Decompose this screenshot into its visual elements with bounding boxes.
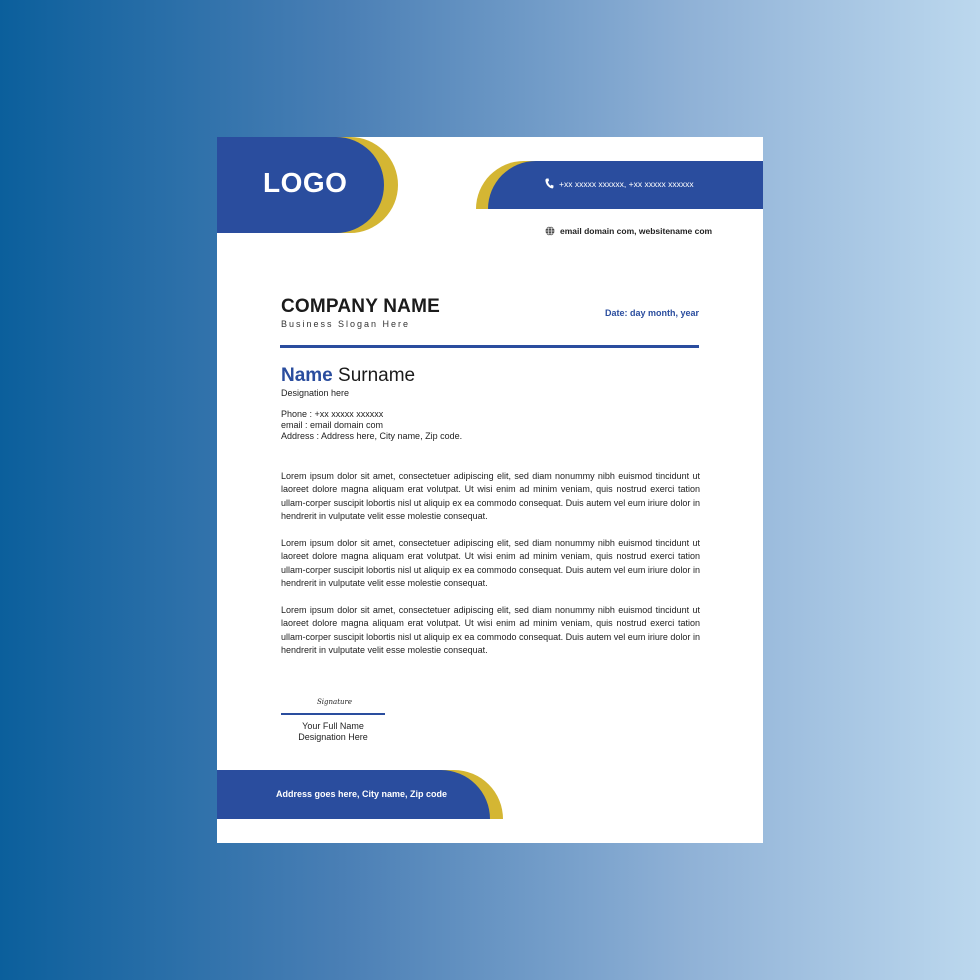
recipient-phone: Phone : +xx xxxxx xxxxxx [281,409,384,419]
recipient-surname: Surname [332,365,416,386]
signer-designation: Designation Here [298,732,368,742]
recipient-email: email : email domain com [281,420,384,430]
signature-block [281,721,385,743]
recipient-first-name: Name [281,365,333,386]
letter-date: Date: day month, year [604,308,699,318]
phone-numbers: +xx xxxxx xxxxxx, +xx xxxxx xxxxxx [559,178,694,189]
signer-name: Your Full Name [302,721,364,731]
recipient-contacts [281,409,462,442]
company-name: COMPANY NAME [281,296,440,317]
signature: Signature [317,698,353,706]
header-divider [280,345,699,348]
web-addresses: email domain com, websitename com [560,226,713,236]
body-paragraph: Lorem ipsum dolor sit amet, consectetuer adipiscing elit, sed diam nonummy nibh euismod tincidunt ut laoreet dolore magna aliquam erat volutpat. Ut wisi enim ad minim veniam, quis nostrud exerci tation ullam-corper suscipit lobortis nisl ut aliquip ex ea commodo consequat. Duis autem vel eum iriure dolor in hendrerit in vulputate velit esse molestie consequat. [281,471,700,521]
body-paragraph: Lorem ipsum dolor sit amet, consectetuer adipiscing elit, sed diam nonummy nibh euismod tincidunt ut laoreet dolore magna aliquam erat volutpat. Ut wisi enim ad minim veniam, quis nostrud exerci tation ullam-corper suscipit lobortis nisl ut aliquip ex ea commodo consequat. Duis autem vel eum iriure dolor in hendrerit in vulputate velit esse molestie consequat. [281,605,700,655]
business-slogan: Business Slogan Here [281,319,411,329]
body-paragraph: Lorem ipsum dolor sit amet, consectetuer adipiscing elit, sed diam nonummy nibh euismod tincidunt ut laoreet dolore magna aliquam erat volutpat. Ut wisi enim ad minim veniam, quis nostrud exerci tation ullam-corper suscipit lobortis nisl ut aliquip ex ea commodo consequat. Duis autem vel eum iriure dolor in hendrerit in vulputate velit esse molestie consequat. [281,538,700,588]
logo-text: LOGO [263,167,348,198]
phone-line [545,178,694,189]
recipient-designation: Designation here [281,388,350,398]
recipient-address: Address : Address here, City name, Zip code. [281,431,463,441]
phone-icon [545,178,554,189]
signature-line [281,713,385,715]
recipient-name [281,365,415,387]
globe-icon [545,226,555,236]
letterhead-page [217,137,763,843]
web-line [545,226,712,236]
footer-address: Address goes here, City name, Zip code [276,789,448,799]
